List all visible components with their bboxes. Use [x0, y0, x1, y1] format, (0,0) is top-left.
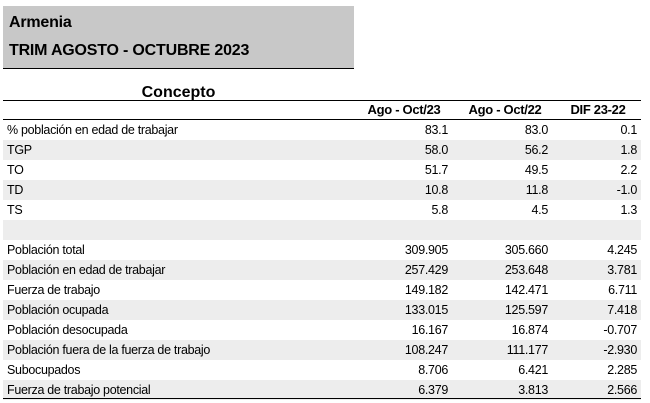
table-row	[3, 120, 641, 140]
value-current: 5.8	[431, 203, 448, 217]
title-box	[3, 6, 354, 69]
value-previous: 125.597	[504, 303, 548, 317]
table-row	[3, 220, 641, 240]
value-difference: 6.711	[608, 283, 637, 297]
value-previous: 3.813	[518, 383, 548, 397]
value-current: 6.379	[418, 383, 448, 397]
value-previous: 111.177	[506, 343, 548, 357]
table-row	[3, 340, 641, 360]
value-current: 16.167	[411, 323, 448, 337]
value-current: 58.0	[424, 143, 448, 157]
concept-header: Concepto	[141, 84, 216, 101]
value-current: 83.1	[424, 123, 448, 137]
value-previous: 49.5	[524, 163, 548, 177]
value-current: 8.706	[418, 363, 448, 377]
table-row	[3, 360, 641, 380]
row-label: TD	[7, 183, 24, 197]
table-row	[3, 180, 641, 200]
table-row	[3, 240, 641, 260]
table-row	[3, 280, 641, 300]
value-difference: 0.1	[620, 123, 637, 137]
header-divider	[3, 100, 641, 101]
region-title: Armenia	[9, 14, 72, 31]
period-title: TRIM AGOSTO - OCTUBRE 2023	[9, 42, 250, 59]
row-label: Subocupados	[7, 363, 81, 377]
table-row	[3, 260, 641, 280]
value-current: 257.429	[404, 263, 448, 277]
value-difference: 7.418	[607, 303, 637, 317]
row-label: % población en edad de trabajar	[7, 123, 178, 137]
value-current: 10.8	[424, 183, 448, 197]
value-difference: 1.8	[620, 143, 637, 157]
row-label: TO	[7, 163, 24, 177]
bottom-divider	[3, 398, 641, 399]
row-label: TGP	[7, 143, 32, 157]
value-difference: 3.781	[607, 263, 637, 277]
row-label: Población ocupada	[7, 303, 109, 317]
value-previous: 11.8	[525, 183, 548, 197]
value-difference: -1.0	[616, 183, 637, 197]
value-current: 108.247	[404, 343, 448, 357]
value-previous: 56.2	[524, 143, 548, 157]
column-header-previous: Ago - Oct/22	[468, 102, 542, 117]
value-previous: 6.421	[518, 363, 548, 377]
row-label: Fuerza de trabajo potencial	[7, 383, 151, 397]
value-difference: -2.930	[603, 343, 637, 357]
table-row	[3, 320, 641, 340]
table-row	[3, 140, 641, 160]
value-previous: 4.5	[531, 203, 548, 217]
value-current: 149.182	[404, 283, 448, 297]
value-difference: 2.566	[607, 383, 637, 397]
value-difference: 2.285	[607, 363, 637, 377]
table-row	[3, 200, 641, 220]
table-row	[3, 380, 641, 400]
column-header-current: Ago - Oct/23	[367, 102, 441, 117]
value-current: 51.7	[424, 163, 448, 177]
value-difference: 1.3	[620, 203, 637, 217]
value-difference: -0.707	[603, 323, 637, 337]
value-current: 133.015	[404, 303, 448, 317]
table-body	[3, 120, 641, 400]
row-label: Población total	[7, 243, 85, 257]
column-header-difference: DIF 23-22	[570, 102, 626, 117]
row-label: Población en edad de trabajar	[7, 263, 166, 277]
row-label: Fuerza de trabajo	[7, 283, 100, 297]
value-difference: 4.245	[607, 243, 637, 257]
value-previous: 305.660	[504, 243, 548, 257]
value-previous: 142.471	[504, 283, 548, 297]
row-label: Población desocupada	[7, 323, 128, 337]
row-label: Población fuera de la fuerza de trabajo	[7, 343, 211, 357]
value-previous: 83.0	[524, 123, 548, 137]
table-row	[3, 160, 641, 180]
value-difference: 2.2	[620, 163, 637, 177]
value-current: 309.905	[404, 243, 448, 257]
value-previous: 16.874	[511, 323, 548, 337]
table-row	[3, 300, 641, 320]
value-previous: 253.648	[504, 263, 548, 277]
row-label: TS	[7, 203, 23, 217]
